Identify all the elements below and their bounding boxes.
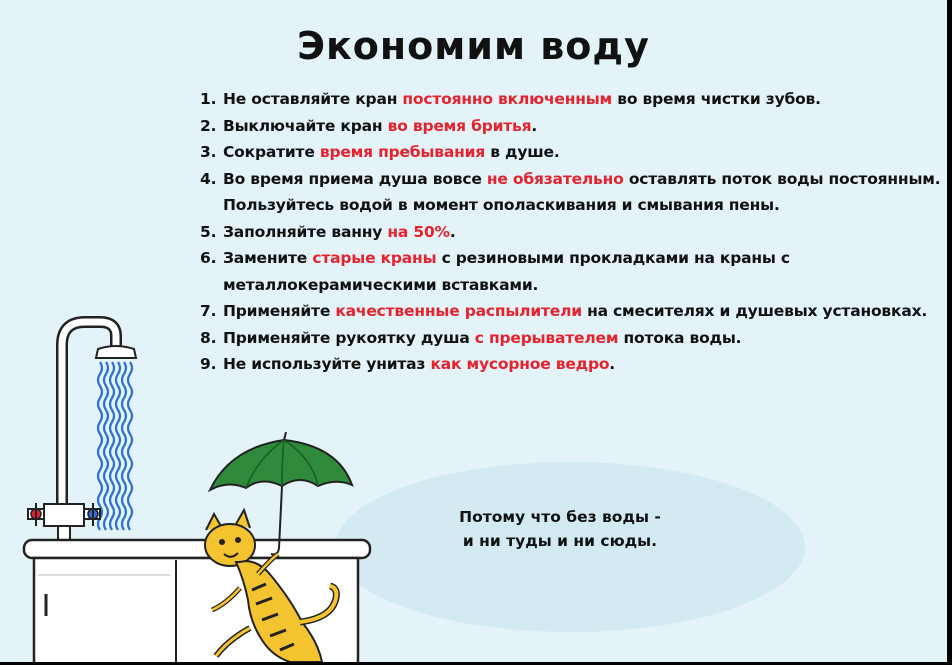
tip-after: в душе. bbox=[485, 143, 560, 161]
tip-before: Не используйте унитаз bbox=[223, 355, 431, 373]
tip-before: Выключайте кран bbox=[223, 116, 388, 135]
tip-highlight: во время бритья bbox=[387, 116, 532, 135]
tip-before: Заполняйте ванну bbox=[223, 222, 388, 241]
faucet-icon bbox=[28, 503, 100, 540]
tip-before: Применяйте bbox=[223, 302, 336, 320]
tip-item bbox=[200, 298, 945, 325]
bubble-line-2: и ни туды и ни сюды. bbox=[462, 532, 658, 550]
tip-number: 6. bbox=[200, 249, 217, 267]
tip-highlight: качественные распылители bbox=[335, 302, 582, 320]
tip-highlight: не обязательно bbox=[486, 169, 624, 188]
tip-before: Во время приема душа вовсе bbox=[223, 169, 487, 188]
bubble-line-1: Потому что без воды - bbox=[459, 508, 661, 526]
tip-number: 8. bbox=[200, 328, 217, 347]
tip-item bbox=[200, 166, 945, 219]
tip-after: . bbox=[449, 222, 456, 241]
tips-list bbox=[200, 86, 945, 378]
tip-highlight: на 50% bbox=[387, 222, 450, 241]
tip-after: во время чистки зубов. bbox=[612, 90, 821, 108]
tip-highlight: как мусорное ведро bbox=[430, 355, 610, 373]
tip-number: 4. bbox=[200, 169, 217, 188]
tip-number: 9. bbox=[200, 355, 217, 373]
tip-after: . bbox=[531, 116, 538, 135]
tip-item bbox=[200, 86, 945, 113]
tip-after: на смесителях и душевых установках. bbox=[581, 302, 928, 320]
tip-number: 7. bbox=[200, 302, 217, 320]
water-stream-icon bbox=[98, 362, 132, 530]
tip-number: 5. bbox=[200, 222, 217, 241]
tip-after: с резиновыми прокладками на краны с металлокерамическими вставками. bbox=[223, 249, 790, 294]
tip-item bbox=[200, 351, 945, 378]
tip-highlight: постоянно включенным bbox=[402, 90, 613, 108]
tip-after: потока воды. bbox=[618, 328, 742, 347]
tip-highlight: старые краны bbox=[312, 249, 437, 267]
bathtub-icon bbox=[24, 540, 370, 662]
tip-number: 1. bbox=[200, 90, 217, 108]
tip-highlight: с прерывателем bbox=[474, 328, 619, 347]
tip-before: Сократите bbox=[223, 143, 320, 161]
tip-before: Замените bbox=[223, 249, 313, 267]
tip-item bbox=[200, 325, 945, 352]
tip-item bbox=[200, 113, 945, 140]
tip-number: 2. bbox=[200, 116, 217, 135]
tip-item bbox=[200, 245, 945, 298]
page-title: Экономим воду bbox=[297, 24, 650, 68]
bubble-text bbox=[390, 505, 730, 553]
tip-item bbox=[200, 139, 945, 166]
tip-after: оставлять поток воды постоянным. Пользуйтесь водой в момент ополаскивания и смывания пены. bbox=[223, 169, 941, 214]
tip-highlight: время пребывания bbox=[319, 143, 486, 161]
tip-item bbox=[200, 219, 945, 246]
tip-before: Применяйте рукоятку душа bbox=[223, 328, 475, 347]
tip-number: 3. bbox=[200, 143, 217, 161]
tip-before: Не оставляйте кран bbox=[223, 90, 403, 108]
tip-after: . bbox=[609, 355, 615, 373]
